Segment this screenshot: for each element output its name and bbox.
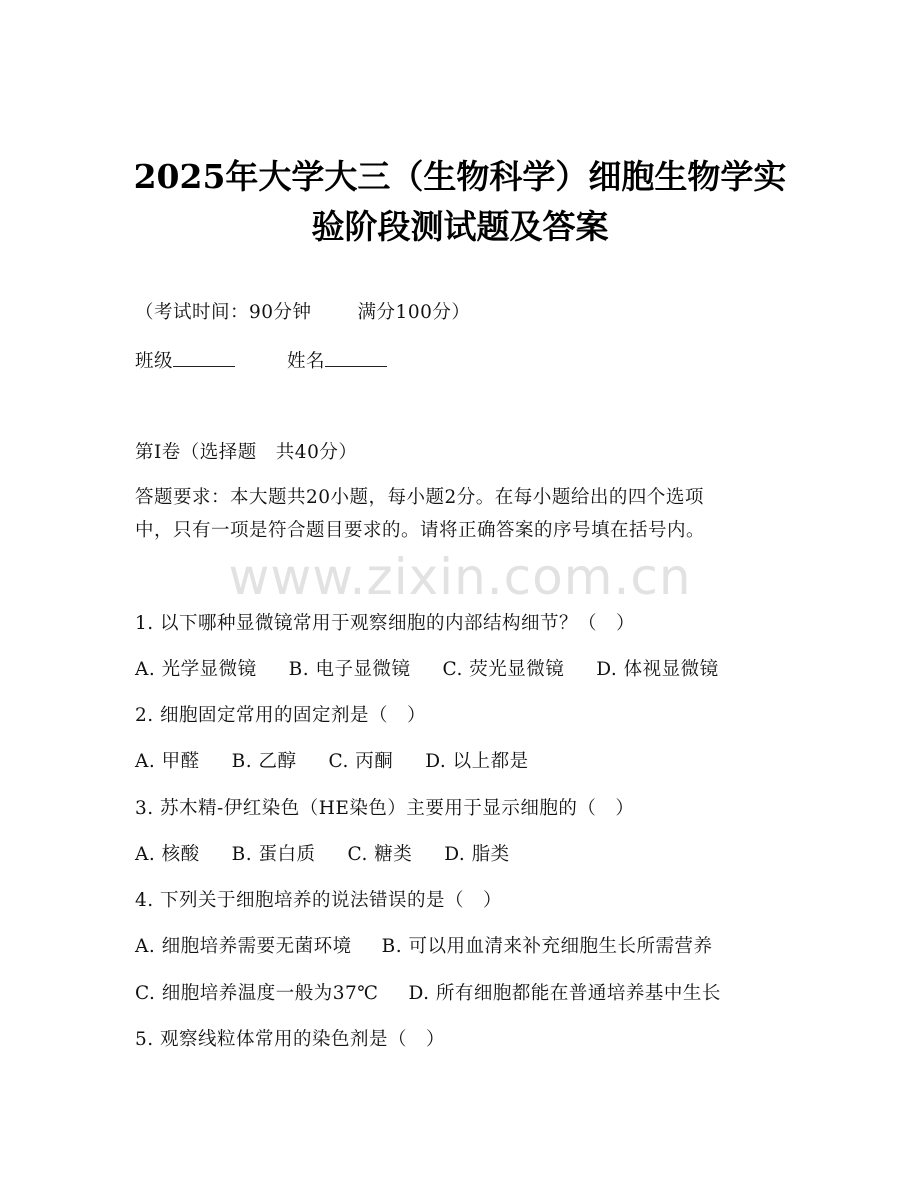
option-a: A. 核酸: [135, 844, 200, 865]
option-a: A. 细胞培养需要无菌环境: [135, 936, 352, 957]
class-label: 班级: [135, 351, 174, 372]
exam-time: （考试时间：90分钟: [135, 302, 312, 323]
question-1-stem: 1. 以下哪种显微镜常用于观察细胞的内部结构细节？（ ）: [135, 613, 636, 634]
instructions-line-2: 中，只有一项是符合题目要求的。请将正确答案的序号填在括号内。: [135, 520, 706, 541]
option-a: A. 光学显微镜: [135, 659, 257, 680]
exam-info: [135, 299, 795, 327]
question-4-stem: 4. 下列关于细胞培养的说法错误的是（ ）: [135, 890, 503, 911]
full-score: 满分100分）: [357, 302, 471, 323]
class-blank[interactable]: [173, 348, 235, 367]
option-c: C. 细胞培养温度一般为37℃: [135, 983, 379, 1004]
question-3-stem: 3. 苏木精-伊红染色（HE染色）主要用于显示细胞的（ ）: [135, 798, 635, 819]
student-info: [135, 348, 795, 376]
option-b: B. 电子显微镜: [288, 659, 411, 680]
instructions-line-1: 答题要求：本大题共20小题，每小题2分。在每小题给出的四个选项: [135, 487, 704, 508]
option-c: C. 荧光显微镜: [442, 659, 565, 680]
name-blank[interactable]: [325, 348, 387, 367]
document-title-line-2: 验阶段测试题及答案: [311, 207, 609, 246]
option-b: B. 可以用血清来补充细胞生长所需营养: [381, 936, 713, 957]
question-2-options: [135, 748, 795, 776]
option-a: A. 甲醛: [135, 751, 200, 772]
question-1-options: [135, 656, 795, 684]
option-d: D. 脂类: [444, 844, 510, 865]
name-label: 姓名: [287, 351, 326, 372]
question-4-options-row-2: [135, 980, 795, 1008]
watermark: www.zixin.com.cn: [228, 548, 692, 606]
option-d: D. 所有细胞都能在普通培养基中生长: [408, 983, 721, 1004]
question-2-stem: 2. 细胞固定常用的固定剂是（ ）: [135, 705, 427, 726]
option-b: B. 乙醇: [231, 751, 297, 772]
option-d: D. 体视显微镜: [596, 659, 719, 680]
question-3-options: [135, 841, 795, 869]
option-b: B. 蛋白质: [231, 844, 316, 865]
section-title: 第I卷（选择题 共40分）: [135, 442, 358, 463]
option-c: C. 丙酮: [328, 751, 394, 772]
option-c: C. 糖类: [347, 844, 413, 865]
option-d: D. 以上都是: [425, 751, 529, 772]
question-5-stem: 5. 观察线粒体常用的染色剂是（ ）: [135, 1029, 446, 1050]
document-title-line-1: 2025年大学大三（生物科学）细胞生物学实: [133, 157, 787, 196]
question-4-options-row-1: [135, 933, 795, 961]
